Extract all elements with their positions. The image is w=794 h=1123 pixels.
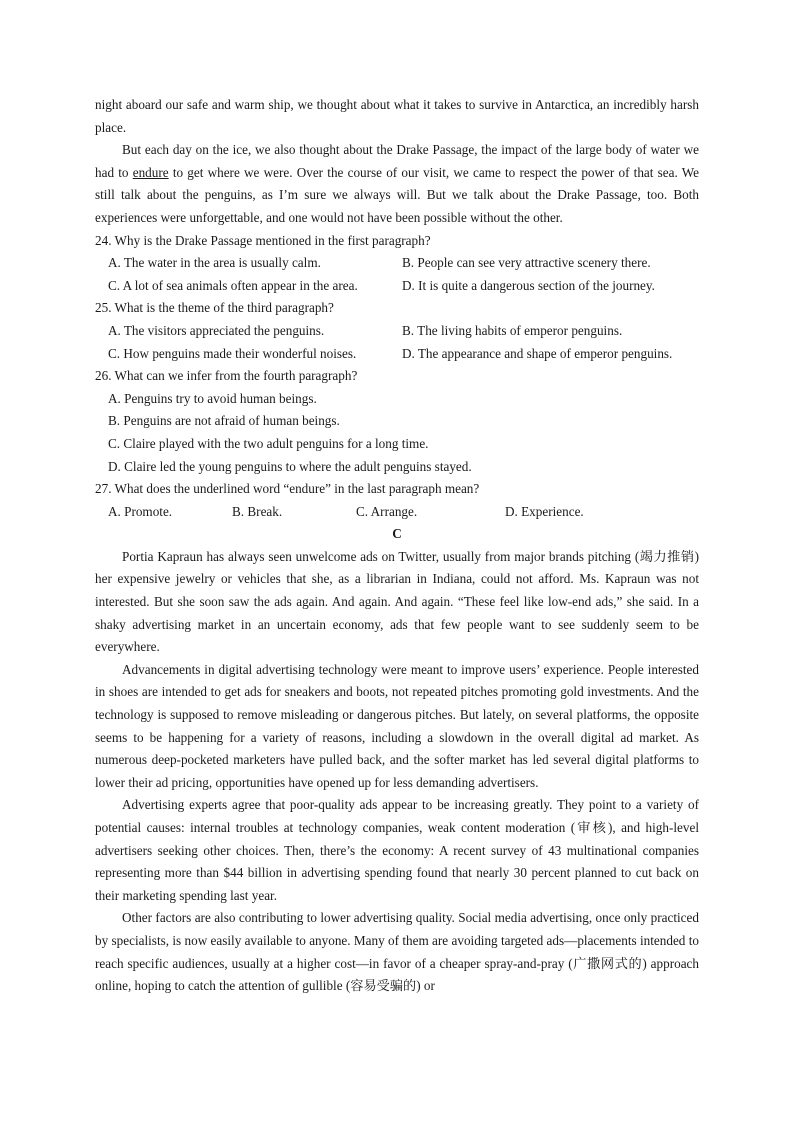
section-heading-c: C (392, 526, 402, 542)
option-b: B. Penguins are not afraid of human beings. (108, 413, 340, 429)
option-a: A. The water in the area is usually calm. (108, 255, 321, 271)
option-d: D. It is quite a dangerous section of the journey. (402, 277, 655, 293)
question-27-options (95, 501, 699, 524)
option-d: D. Claire led the young penguins to where the adult penguins stayed. (108, 458, 472, 474)
passage-text: to get where we were. Over the course of our visit, we came to respect the power of that sea. We still talk about the penguins, as I’m sure we always will. But we talk about the Drake Passage, too. Both experiences were unforgettable, and one would not have been possible without the other. (95, 164, 699, 225)
option-b: B. The living habits of emperor penguins. (402, 322, 623, 338)
question-25-options-row-2 (95, 343, 699, 366)
passage-c-paragraph-1: Portia Kapraun has always seen unwelcome ads on Twitter, usually from major brands pitching (竭力推销) her expensive jewelry or vehicles that she, as a librarian in Indiana, could not afford. Ms. Kapraun was not interested. But she soon saw the ads again. And again. And again. “These feel like low-end ads,” she said. In a shaky advertising market in an uncertain economy, ads that few people want to see suddenly seem to be everywhere. (95, 548, 699, 655)
question-24-options-row-1 (95, 252, 699, 275)
question-26-stem: 26. What can we infer from the fourth paragraph? (95, 368, 358, 384)
passage-text: But each day on the ice, we also thought about the Drake Passage, the impact of the large body of water we had to (95, 142, 699, 180)
passage-c-paragraph-3: Advertising experts agree that poor-quality ads appear to be increasing greatly. They point to a variety of potential causes: internal troubles at technology companies, weak content moderation (审核), and high-level advertisers seeking other choices. Then, there’s the economy: A recent survey of 43 multinational companies representing more than $44 billion in advertising spending found that nearly 30 percent planned to cut back on their marketing spending last year. (95, 797, 699, 903)
option-c: C. A lot of sea animals often appear in the area. (108, 277, 358, 293)
option-a: A. Promote. (108, 503, 173, 519)
option-a: A. The visitors appreciated the penguins. (108, 322, 325, 338)
exam-page (95, 94, 699, 998)
option-a: A. Penguins try to avoid human beings. (108, 390, 317, 406)
option-b: B. People can see very attractive scenery there. (402, 255, 651, 271)
option-c: C. How penguins made their wonderful noises. (108, 345, 357, 361)
passage-c-paragraph-2: Advancements in digital advertising technology were meant to improve users’ experience. People interested in shoes are intended to get ads for sneakers and boots, not repeated pitches promoting gold investments. And the technology is supposed to remove misleading or dangerous pitches. But lately, on several platforms, the opposite seems to be happening for a variety of reasons, including a slowdown in the overall digital ad market. As numerous deep-pocketed marketers have pulled back, and the softer market has led several digital platforms to lower their ad pricing, opportunities have opened up for less demanding advertisers. (95, 661, 699, 790)
question-24-stem: 24. Why is the Drake Passage mentioned in the first paragraph? (95, 232, 431, 248)
option-c: C. Arrange. (356, 503, 418, 519)
passage-b-last-paragraph (95, 139, 699, 229)
passage-c-paragraph-4: Other factors are also contributing to lower advertising quality. Social media advertising, once only practiced by specialists, is now easily available to anyone. Many of them are avoiding targeted ads—placements intended to reach specific audiences, usually at a higher cost—in favor of a cheaper spray-and-pray (广撒网式的) approach online, hoping to catch the attention of gullible (容易受骗的) or (95, 910, 699, 994)
question-27-stem: 27. What does the underlined word “endure” in the last paragraph mean? (95, 481, 480, 497)
option-c: C. Claire played with the two adult penguins for a long time. (108, 435, 429, 451)
option-b: B. Break. (232, 503, 283, 519)
question-25-stem: 25. What is the theme of the third paragraph? (95, 300, 334, 316)
underlined-word: endure (132, 164, 169, 180)
question-25-options-row-1 (95, 320, 699, 343)
passage-b-paragraph-end: night aboard our safe and warm ship, we thought about what it takes to survive in Antarctica, an incredibly harsh place. (95, 97, 699, 135)
option-d: D. Experience. (505, 503, 584, 519)
question-24-options-row-2 (95, 275, 699, 298)
option-d: D. The appearance and shape of emperor penguins. (402, 345, 673, 361)
